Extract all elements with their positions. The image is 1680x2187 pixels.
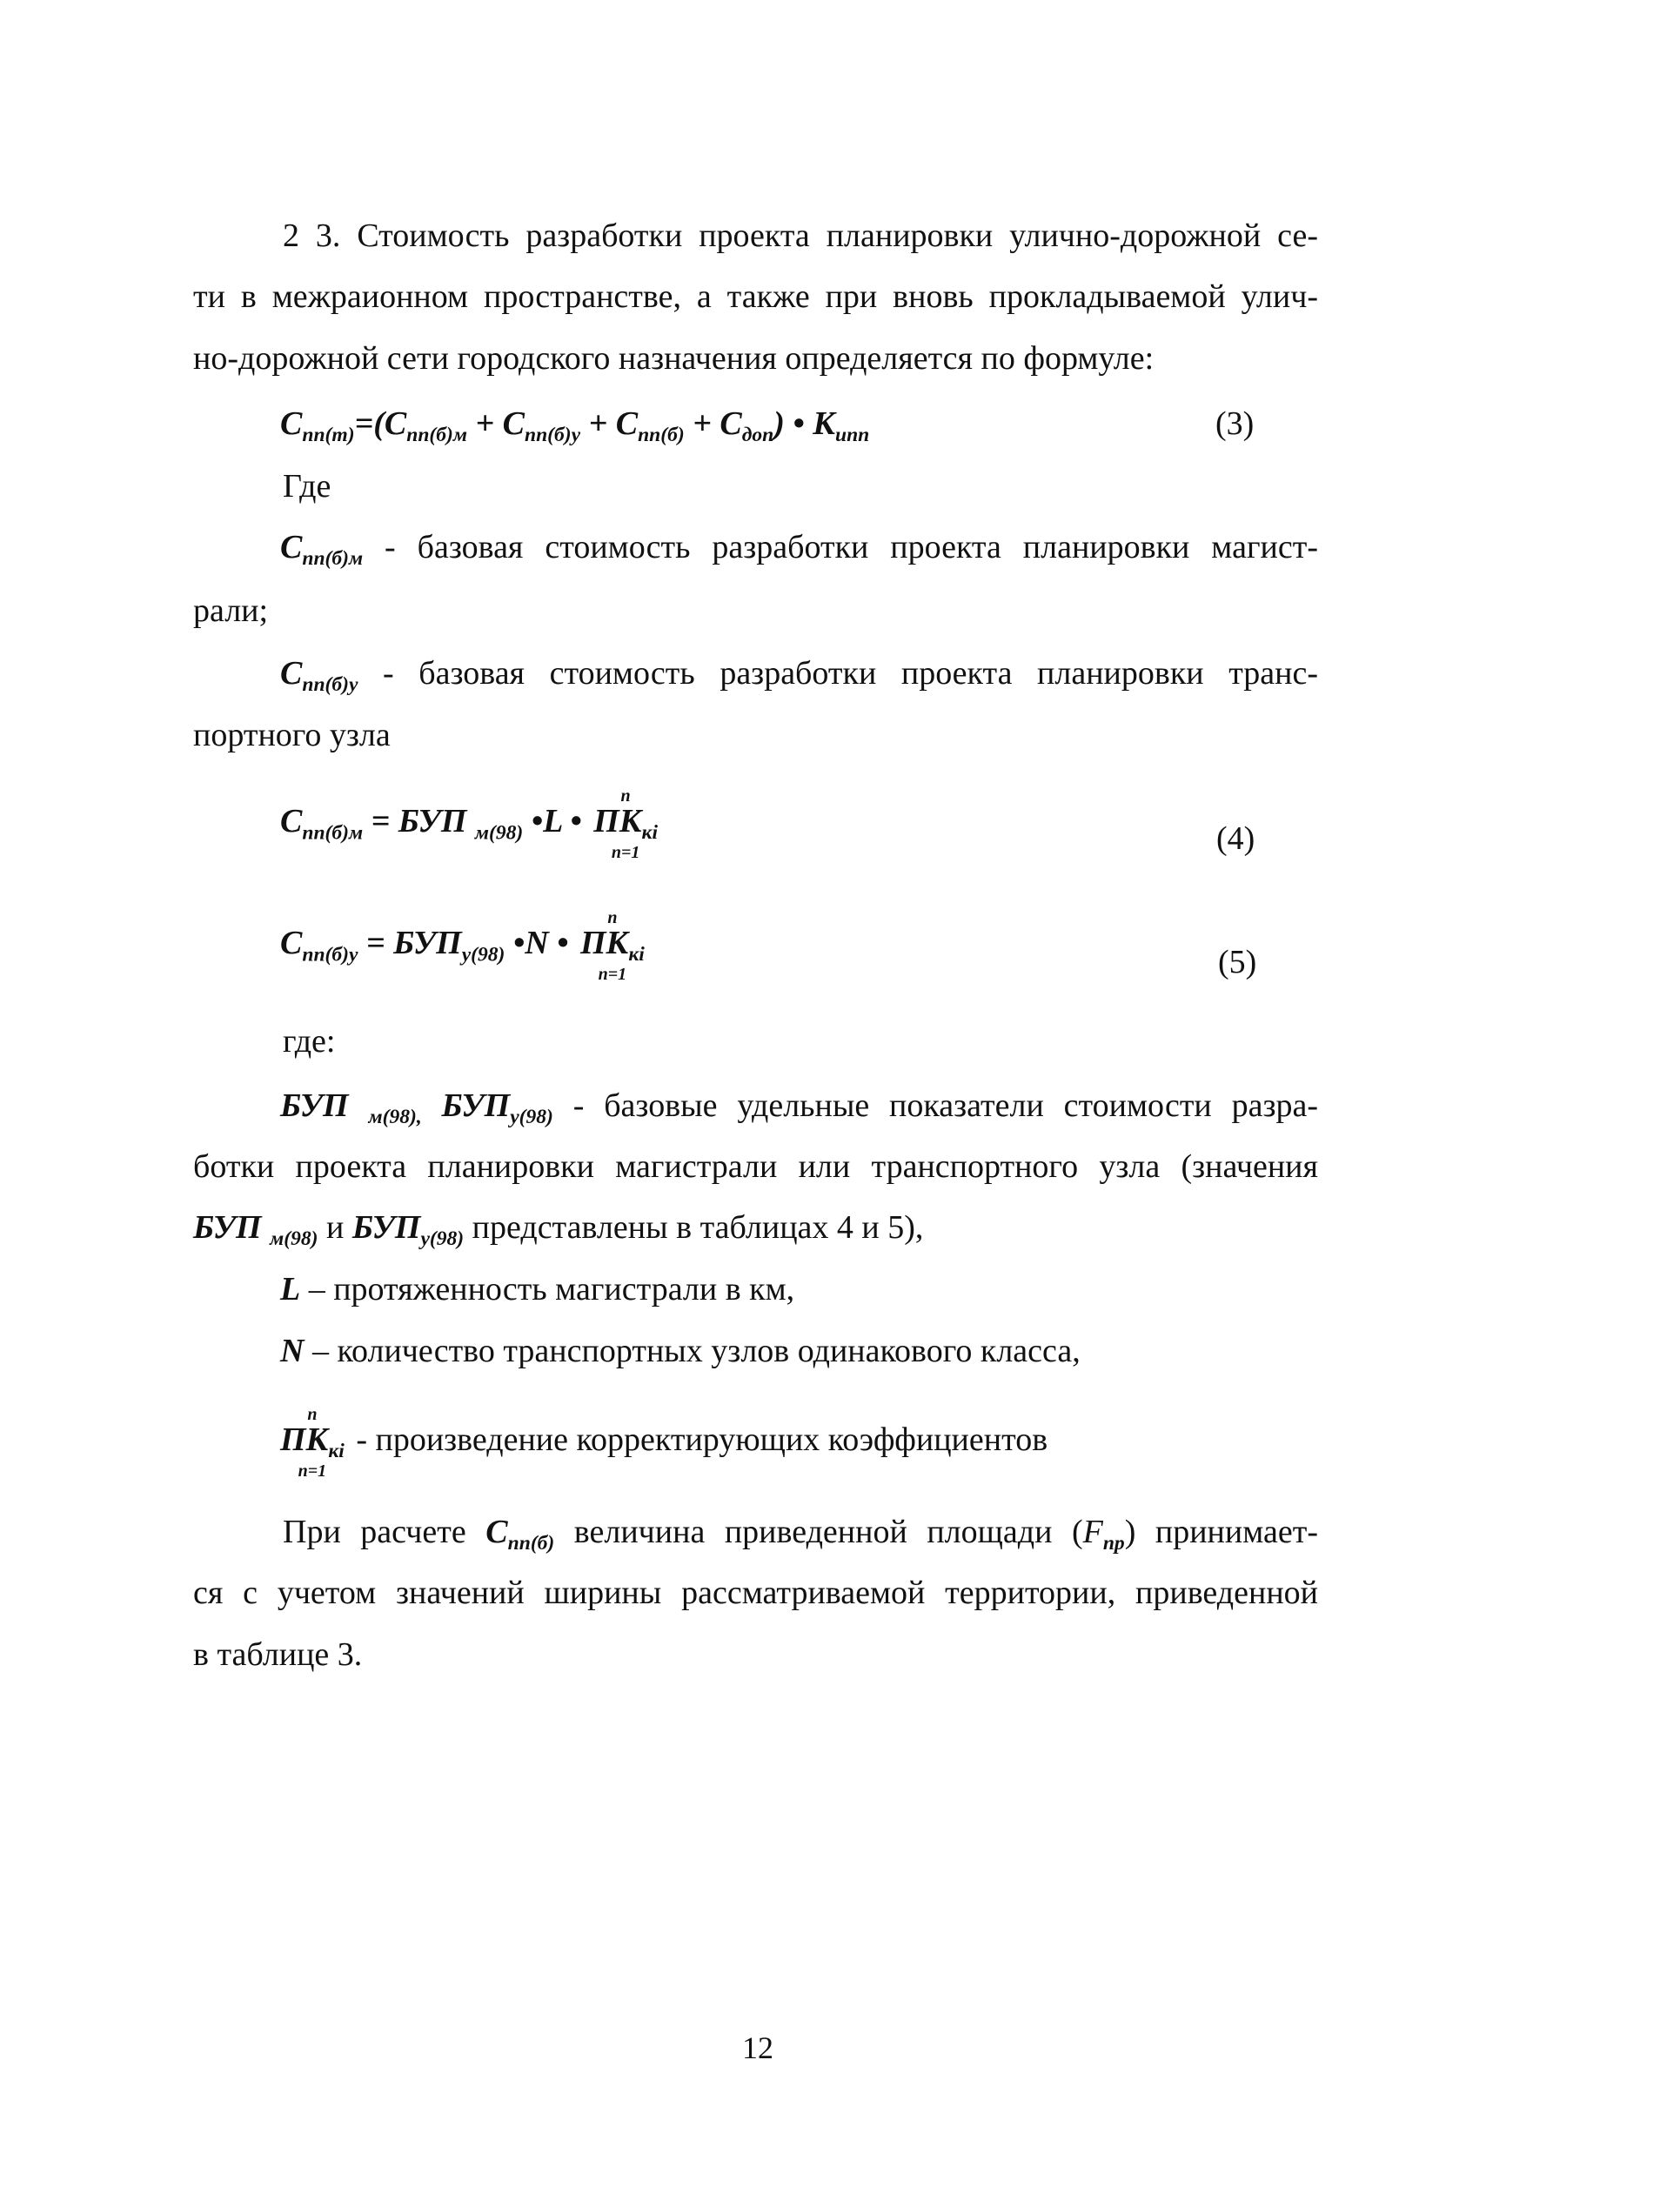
paragraph-line: в таблице 3.: [193, 1636, 363, 1673]
definition-line: $С_{пп(б)м}$ - базовая стоимость разработки проекта планировки магист-: [280, 529, 1318, 571]
where-label: где:: [283, 1023, 336, 1060]
definition-line: рали;: [193, 592, 269, 629]
product-symbol: n $ПК_{кi}$ n=1: [593, 786, 659, 862]
definition-line: L – протяженность магистрали в км,: [280, 1271, 795, 1308]
equation-number: (5): [1218, 944, 1257, 980]
page-number: 12: [742, 2030, 773, 2065]
paragraph-line: ся с учетом значений ширины рассматриваемой территории, приведенной: [193, 1575, 1318, 1611]
equation-number: (4): [1216, 820, 1255, 857]
formula-4: $С_{пп(б)м}$ = БУП $_{м(98)}$ •L • n $ПК_{кi}$ n=1: [280, 786, 659, 862]
paragraph-line: ти в межраионном пространстве, а также при вновь прокладываемой улич-: [193, 278, 1318, 315]
paragraph-line: 2 3. Стоимость разработки проекта планировки улично-дорожной се-: [283, 217, 1318, 254]
definition-line: N – количество транспортных узлов одинакового класса,: [280, 1333, 1081, 1369]
definition-line: ботки проекта планировки магистрали или транспортного узла (значения: [193, 1148, 1318, 1185]
paragraph-line: но-дорожной сети городского назначения определяется по формуле:: [193, 340, 1155, 377]
definition-line: портного узла: [193, 717, 391, 753]
where-label: Где: [283, 468, 331, 505]
product-symbol: n $ПК_{кi}$ n=1: [579, 908, 645, 984]
paragraph-line: При расчете $С_{пп(б)}$ величина приведенной площади $(F_{пр})$ принимает-: [283, 1514, 1319, 1555]
equation-number: (3): [1215, 405, 1255, 442]
formula-3: $С_{пп(т)}=(С_{пп(б)м} + С_{пп(б)у} + С_{пп(б)} + С_{доп})$ • $К_{иnn}$: [280, 405, 870, 447]
definition-line: $С_{пп(б)у}$ - базовая стоимость разработки проекта планировки транс-: [280, 655, 1318, 697]
definition-line: БУП $_{м(98),}$ $БУП_{у(98)}$ - базовые удельные показатели стоимости разра-: [280, 1087, 1319, 1129]
definition-line: n $ПК_{кi}$ n=1 - произведение корректирующих коэффициентов: [280, 1405, 1048, 1481]
formula-5: $С_{пп(б)у} = БУП_{у(98)}$ •N • n $ПК_{кi}$ n=1: [280, 908, 645, 984]
product-symbol: n $ПК_{кi}$ n=1: [280, 1405, 345, 1481]
definition-line: БУП $_{м(98)}$ и $БУП_{у(98)}$ представлены в таблицах 4 и 5),: [193, 1209, 924, 1251]
